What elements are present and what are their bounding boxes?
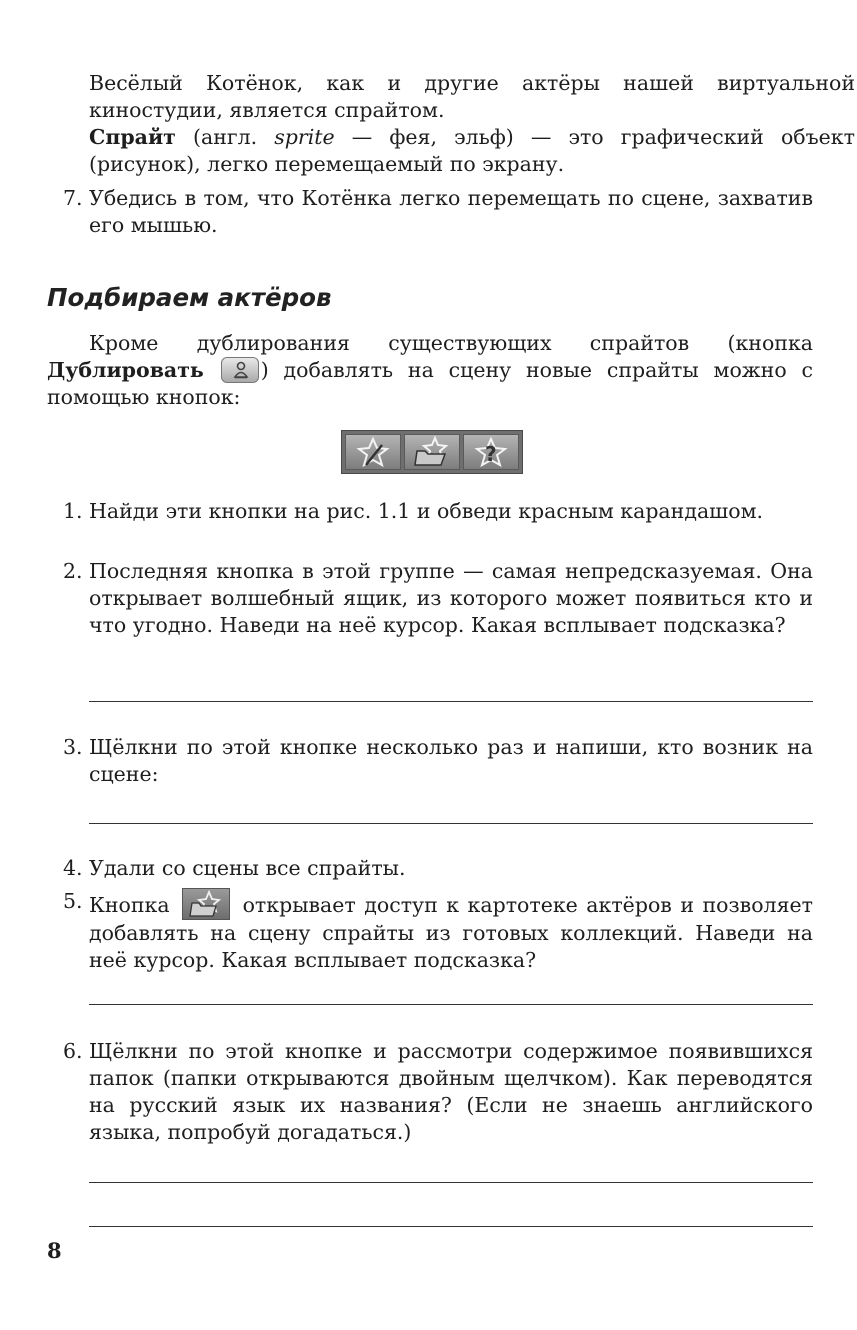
paint-new-sprite-icon <box>346 435 400 469</box>
task-number: 5. <box>63 889 83 913</box>
answer-line <box>89 1182 813 1183</box>
task-number: 6. <box>63 1039 83 1063</box>
task-item-2 <box>47 558 813 639</box>
task-number: 1. <box>63 499 83 523</box>
definition-paren: (англ. <box>192 125 258 149</box>
section-heading-block <box>47 283 813 313</box>
task-text: Найди эти кнопки на рис. 1.1 и обведи красным карандашом. <box>89 499 764 523</box>
answer-line <box>89 1226 813 1227</box>
definition-english-word: sprite <box>274 125 335 149</box>
duplicate-button <box>221 357 259 383</box>
answer-line <box>89 1004 813 1005</box>
task-text-end: открывает доступ к картотеке актёров и позволяет добавлять на сцену спрайты из готовых коллекций. Наведи на неё курсор. Какая всплывает подсказка? <box>89 893 813 972</box>
section-paragraph <box>47 330 813 411</box>
task-text: Убедись в том, что Котёнка легко перемещать по сцене, захватив его мышью. <box>89 186 813 237</box>
svg-text:?: ? <box>485 442 497 466</box>
answer-line <box>89 701 813 702</box>
task-number: 3. <box>63 735 83 759</box>
task-item-7 <box>47 185 813 239</box>
task-number: 7. <box>63 186 83 210</box>
section-text-end: ) добавлять на сцену новые спрайты можно с помощью кнопок: <box>47 358 813 409</box>
choose-sprite-from-file-icon <box>405 435 459 469</box>
task-text: Щёлкни по этой кнопке и рассмотри содержимое появившихся папок (папки открываются двойным щелчком). Как переводятся на русский язык их названия? (Если не знаешь английского языка, попробуй догадаться.) <box>89 1039 813 1144</box>
task-text: Удали со сцены все спрайты. <box>89 856 406 880</box>
task-text: Щёлкни по этой кнопке несколько раз и напиши, кто возник на сцене: <box>89 735 813 786</box>
task-item-6 <box>47 1038 813 1146</box>
task-number: 4. <box>63 856 83 880</box>
intro-block <box>47 70 855 178</box>
surprise-sprite-button <box>463 434 519 470</box>
definition-text: — фея, эльф) — это графический объект (рисунок), легко перемещаемый по экрану. <box>89 125 855 176</box>
paint-new-sprite-button <box>345 434 401 470</box>
choose-sprite-from-file-button <box>404 434 460 470</box>
section-title: Подбираем актёров <box>47 283 332 312</box>
new-sprite-toolbar <box>341 430 523 474</box>
task-text: Последняя кнопка в этой группе — самая непредсказуемая. Она открывает волшебный ящик, из которого может появиться кто и что угодно. Наведи на неё курсор. Какая всплывает подсказка? <box>89 559 813 637</box>
intro-paragraph: Весёлый Котёнок, как и другие актёры нашей виртуальной киностудии, является спрайтом. <box>89 71 855 122</box>
task-item-4 <box>47 855 813 882</box>
task-item-5 <box>47 888 813 974</box>
task-number: 2. <box>63 559 83 583</box>
answer-line <box>89 823 813 824</box>
task-item-1 <box>47 498 813 525</box>
sprite-definition <box>89 124 855 178</box>
task-text-start: Кнопка <box>89 893 170 917</box>
surprise-sprite-icon <box>464 435 518 469</box>
definition-term: Спрайт <box>89 125 176 149</box>
section-text-start: Кроме дублирования существующих спрайтов (кнопка <box>89 331 813 355</box>
task-item-3 <box>47 734 813 788</box>
choose-sprite-from-file-icon <box>183 889 229 919</box>
page-number: 8 <box>47 1238 62 1263</box>
choose-from-file-inline-button <box>182 888 230 920</box>
duplicate-sprite-icon <box>233 361 249 379</box>
duplicate-label: Дублировать <box>47 358 204 382</box>
